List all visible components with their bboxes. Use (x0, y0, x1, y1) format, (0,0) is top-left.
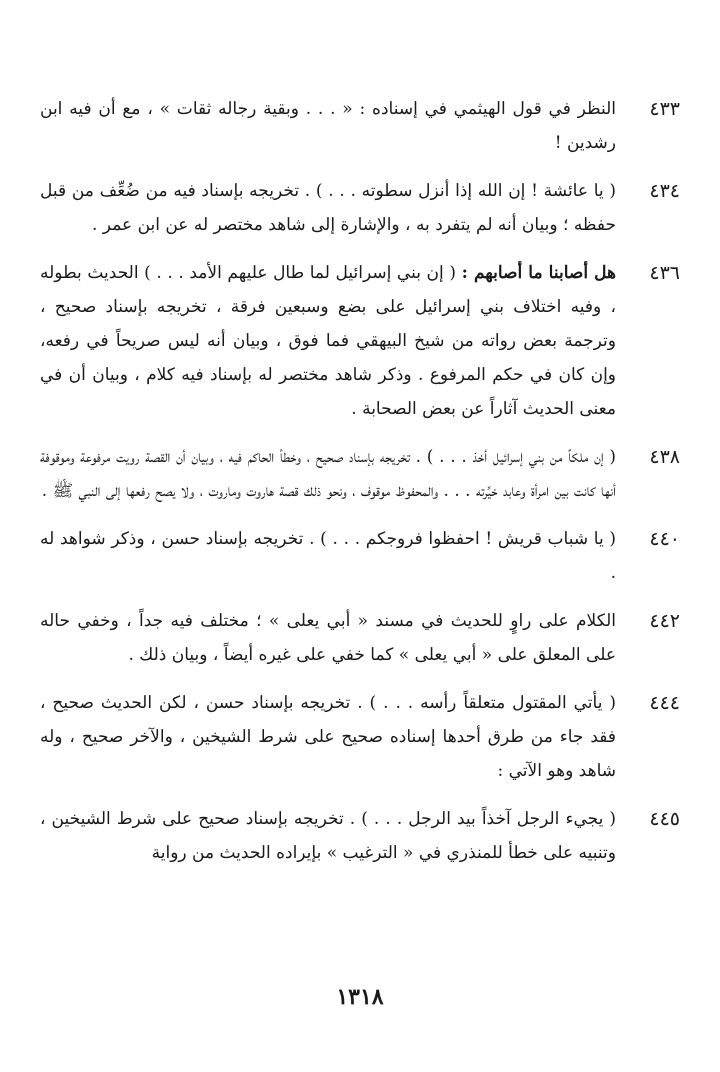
entry-text (40, 174, 616, 242)
entry-body: ( إن ملكاً من بني إسرائيل أخذ . . . ) . تخريجه بإسناد صحيح ، وخطأ الحاكم فيه ، وبيان أن القصة رويت مرفوعة وموقوفة أنها كانت بين امرأة وعابد خيِّرته . . . والمحفوظ موقوف ، ونحو ذلك قصة هاروت وماروت ، ولا يصح رفعها إلى النبي ﷺ . (40, 447, 616, 501)
index-entry (40, 522, 680, 590)
entry-heading: هل أصابنا ما أصابهم : (461, 263, 616, 283)
index-entry (40, 174, 680, 242)
entry-body: الكلام على راوٍ للحديث في مسند « أبي يعلى » ؛ مختلف فيه جداً ، وخفي حاله على المعلق على « أبي يعلى » كما خفي على غيره أيضاً ، وبيان ذلك . (40, 611, 616, 665)
entry-text (40, 256, 616, 426)
entry-number: ٤٤٥ (649, 808, 680, 830)
entry-number: ٤٤٠ (649, 528, 680, 550)
page-number: ١٣١٨ (336, 984, 384, 1010)
index-entries (40, 92, 680, 884)
entry-number: ٤٣٤ (649, 180, 680, 202)
entry-body: ( يجيء الرجل آخذاً بيد الرجل . . . ) . تخريجه بإسناد صحيح على شرط الشيخين ، وتنبيه على خطأ للمنذري في « الترغيب » بإيراده الحديث من رواية (40, 809, 616, 863)
entry-text (40, 440, 616, 508)
entry-body: ( يأتي المقتول متعلقاً رأسه . . . ) . تخريجه بإسناد حسن ، لكن الحديث صحيح ، فقد جاء من طرق أحدها إسناده صحيح على شرط الشيخين ، والآخر صحيح ، وله شاهد وهو الآتي : (40, 693, 616, 781)
entry-text (40, 92, 616, 160)
entry-text (40, 802, 616, 870)
entry-text (40, 686, 616, 788)
entry-number: ٤٤٤ (649, 692, 680, 714)
entry-text (40, 604, 616, 672)
entry-number: ٤٣٣ (649, 98, 680, 120)
entry-number: ٤٣٨ (649, 446, 680, 468)
index-entry (40, 686, 680, 788)
entry-body: ( إن بني إسرائيل لما طال عليهم الأمد . . . ) الحديث بطوله ، وفيه اختلاف بني إسرائيل على بضع وسبعين فرقة ، تخريجه بإسناد صحيح ، وترجمة بعض رواته من شيخ البيهقي فما فوق ، وبيان أنه ليس صريحاً في رفعه، وإن كان في حكم المرفوع . وذكر شاهد مختصر له بإسناد فيه كلام ، وبيان أن في معنى الحديث آثاراً عن بعض الصحابة . (40, 263, 616, 419)
index-entry (40, 604, 680, 672)
index-entry (40, 802, 680, 870)
entry-number: ٤٣٦ (649, 262, 680, 284)
entry-body: النظر في قول الهيثمي في إسناده : « . . . وبقية رجاله ثقات » ، مع أن فيه ابن رشدين ! (40, 99, 616, 153)
entry-body: ( يا شباب قريش ! احفظوا فروجكم . . . ) . تخريجه بإسناد حسن ، وذكر شواهد له . (40, 529, 616, 583)
entry-number: ٤٤٢ (649, 610, 680, 632)
index-entry (40, 256, 680, 426)
entry-body: ( يا عائشة ! إن الله إذا أنزل سطوته . . . ) . تخريجه بإسناد فيه من ضُعِّف من قبل حفظه ؛ وبيان أنه لم يتفرد به ، والإشارة إلى شاهد مختصر له عن ابن عمر . (40, 181, 616, 235)
index-entry (40, 440, 680, 508)
entry-text (40, 522, 616, 590)
index-entry (40, 92, 680, 160)
